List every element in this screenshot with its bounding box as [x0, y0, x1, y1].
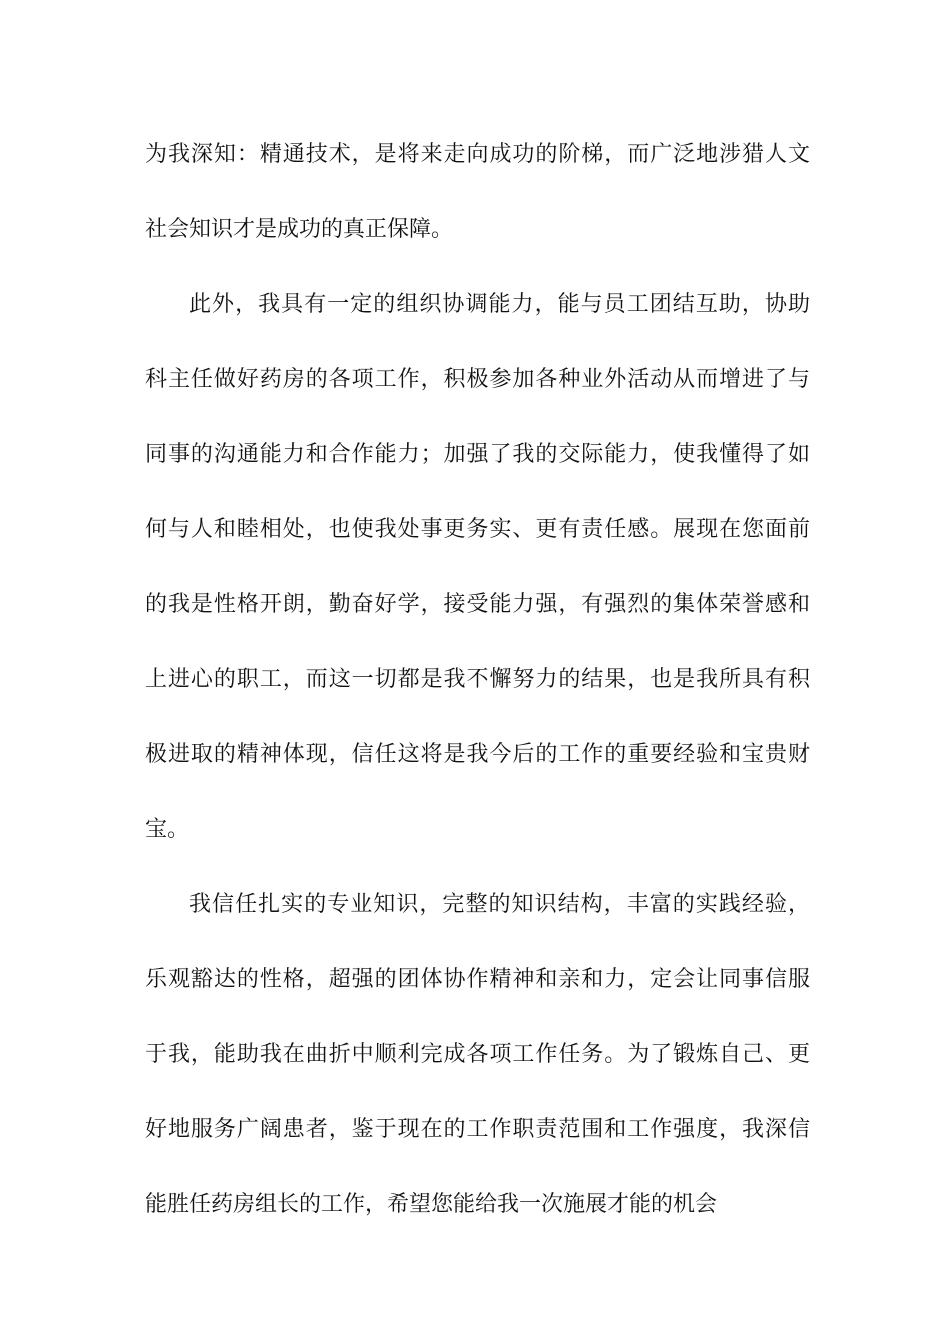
text-line: 上进心的职工，而这一切都是我不懈努力的结果，也是我所具有积: [145, 667, 810, 692]
text-line: 乐观豁达的性格，超强的团体协作精神和亲和力，定会让同事信服: [145, 967, 810, 992]
text-line: 科主任做好药房的各项工作，积极参加各种业外活动从而增进了与: [145, 367, 810, 392]
text-line: 于我，能助我在曲折中顺利完成各项工作任务。为了锻炼自己、更: [145, 1042, 810, 1067]
text-line: 的我是性格开朗，勤奋好学，接受能力强，有强烈的集体荣誉感和: [145, 592, 810, 617]
body-text: [145, 130, 810, 1255]
text-line: 好地服务广阔患者，鉴于现在的工作职责范围和工作强度，我深信: [145, 1117, 810, 1142]
text-line: 为我深知：精通技术，是将来走向成功的阶梯，而广泛地涉猎人文: [145, 142, 810, 167]
paragraph-start-line: 此外，我具有一定的组织协调能力，能与员工团结互助，协助: [189, 292, 810, 317]
paragraph-start-line: 我信任扎实的专业知识，完整的知识结构，丰富的实践经验，: [189, 892, 810, 917]
text-line: 同事的沟通能力和合作能力；加强了我的交际能力，使我懂得了如: [145, 442, 810, 467]
text-line: 社会知识才是成功的真正保障。: [145, 217, 454, 242]
text-line: 能胜任药房组长的工作，希望您能给我一次施展才能的机会: [145, 1192, 718, 1217]
text-line: 何与人和睦相处，也使我处事更务实、更有责任感。展现在您面前: [145, 517, 810, 542]
text-line: 极进取的精神体现，信任这将是我今后的工作的重要经验和宝贵财: [145, 742, 810, 767]
text-line: 宝。: [145, 817, 190, 842]
